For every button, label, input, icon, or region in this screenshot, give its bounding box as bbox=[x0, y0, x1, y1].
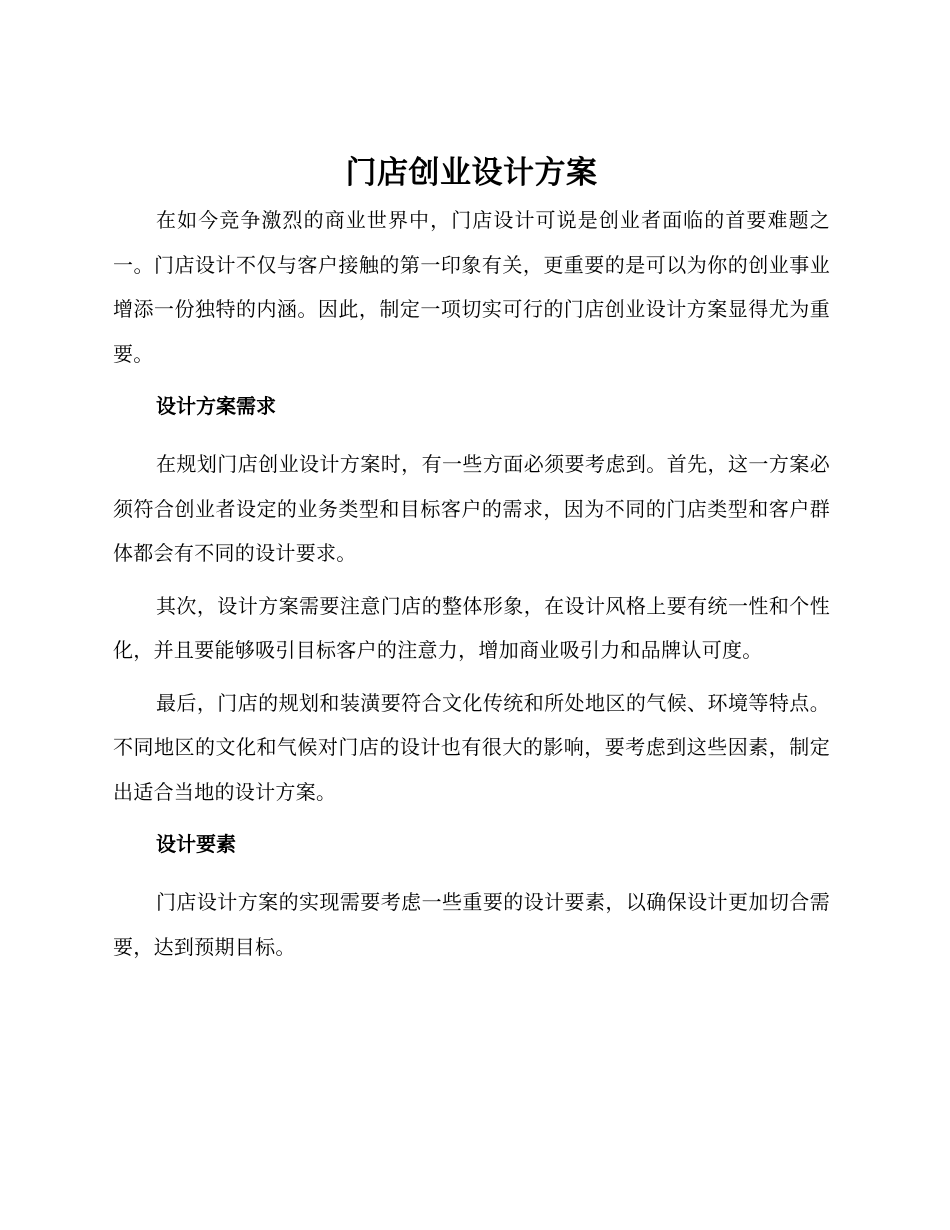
requirements-paragraph-2: 其次，设计方案需要注意门店的整体形象，在设计风格上要有统一性和个性化，并且要能够吸引目标客户的注意力，增加商业吸引力和品牌认可度。 bbox=[113, 593, 830, 662]
requirements-paragraph-1: 在规划门店创业设计方案时，有一些方面必须要考虑到。首先，这一方案必须符合创业者设定的业务类型和目标客户的需求，因为不同的门店类型和客户群体都会有不同的设计要求。 bbox=[113, 452, 830, 565]
section-heading-elements: 设计要素 bbox=[156, 832, 236, 856]
document-page bbox=[113, 150, 830, 977]
requirements-paragraph-3: 最后，门店的规划和装潢要符合文化传统和所处地区的气候、环境等特点。不同地区的文化和气候对门店的设计也有很大的影响，要考虑到这些因素，制定出适合当地的设计方案。 bbox=[113, 690, 830, 804]
elements-paragraph-1: 门店设计方案的实现需要考虑一些重要的设计要素，以确保设计更加切合需要，达到预期目标。 bbox=[113, 890, 830, 959]
section-heading-requirements: 设计方案需求 bbox=[156, 394, 276, 418]
intro-paragraph: 在如今竞争激烈的商业世界中，门店设计可说是创业者面临的首要难题之一。门店设计不仅与客户接触的第一印象有关，更重要的是可以为你的创业事业增添一份独特的内涵。因此，制定一项切实可行的门店创业设计方案显得尤为重要。 bbox=[113, 208, 830, 366]
document-title: 门店创业设计方案 bbox=[345, 155, 598, 191]
